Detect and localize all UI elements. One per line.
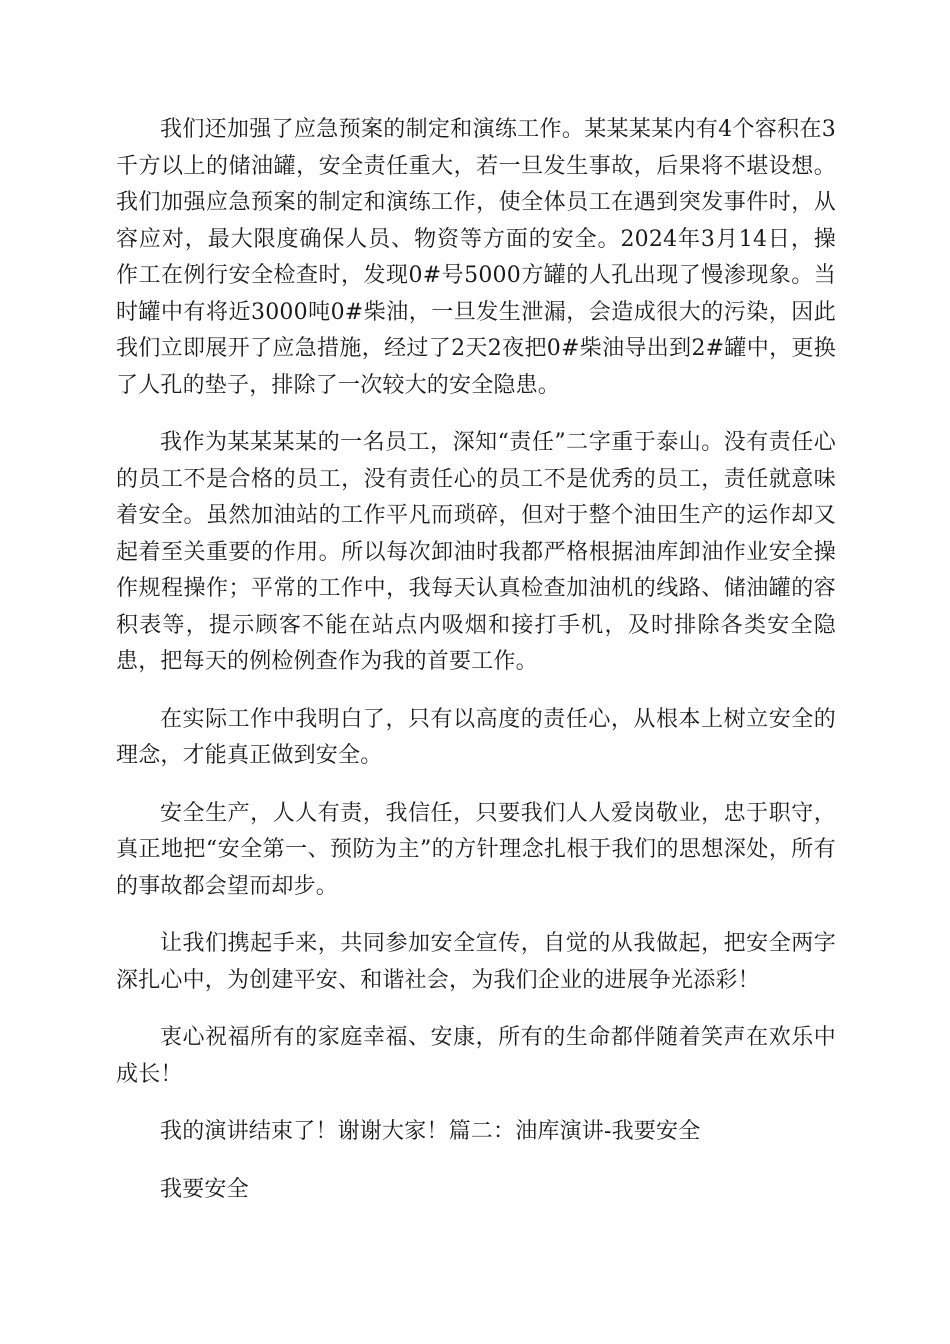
paragraph-safety-production: 安全生产，人人有责，我信任，只要我们人人爱岗敬业，忠于职守，真正地把“安全第一、预防为主”的方针理念扎根于我们的思想深处，所有的事故都会望而却步。 [116,800,836,899]
section-heading: 我要安全 [160,1176,249,1202]
paragraph-responsibility: 我作为某某某某的一名员工，深知“责任”二字重于泰山。没有责任心的员工不是合格的员工，没有责任心的员工不是优秀的员工，责任就意味着安全。虽然加油站的工作平凡而琐碎，但对于整个油田生产的运作却又起着至关重要的作用。所以每次卸油时我都严格根据油库卸油作业安全操作规程操作；平常的工作中，我每天认真检查加油机的线路、储油罐的容积表等，提示顾客不能在站点内吸烟和接打手机，及时排除各类安全隐患，把每天的例检例查作为我的首要工作。 [116,430,836,674]
paragraph-blessing: 衷心祝福所有的家庭幸福、安康，所有的生命都伴随着笑声在欢乐中成长！ [116,1025,836,1087]
paragraph-call-to-action: 让我们携起手来，共同参加安全宣传，自觉的从我做起，把安全两字深扎心中，为创建平安、和谐社会，为我们企业的进展争光添彩！ [116,931,836,993]
paragraph-speech-end: 我的演讲结束了！谢谢大家！篇二：油库演讲-我要安全 [160,1119,701,1144]
document-page [116,112,836,1229]
paragraph-emergency-plan: 我们还加强了应急预案的制定和演练工作。某某某某内有4个容积在3千方以上的储油罐，安全责任重大，若一旦发生事故，后果将不堪设想。我们加强应急预案的制定和演练工作，使全体员工在遇到突发事件时，从容应对，最大限度确保人员、物资等方面的安全。2024年3月14日，操作工在例行安全检查时，发现0#号5000方罐的人孔出现了慢渗现象。当时罐中有将近3000吨0#柴油，一旦发生泄漏，会造成很大的污染，因此我们立即展开了应急措施，经过了2天2夜把0#柴油导出到2#罐中，更换了人孔的垫子，排除了一次较大的安全隐患。 [116,117,836,398]
paragraph-understanding: 在实际工作中我明白了，只有以高度的责任心，从根本上树立安全的理念，才能真正做到安全。 [116,706,836,768]
